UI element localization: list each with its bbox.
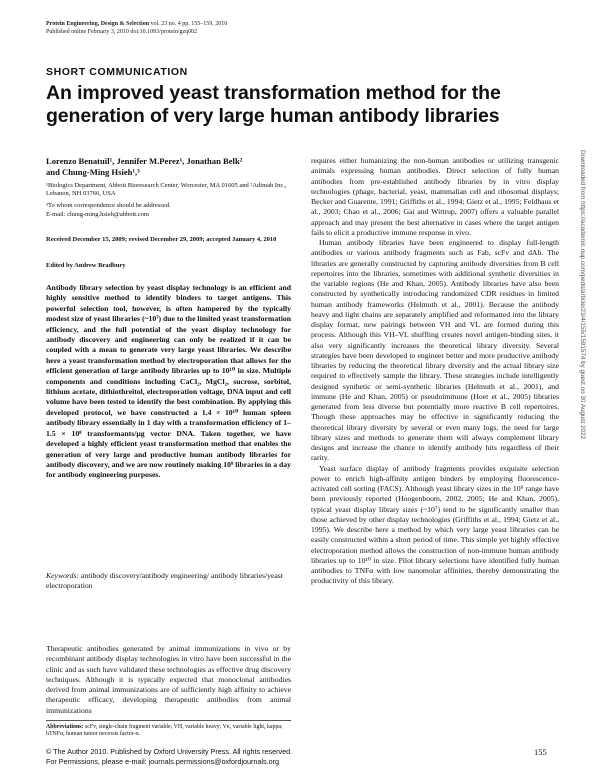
- article-title: An improved yeast transformation method for the generation of very large human antibody libraries: [46, 82, 501, 127]
- affiliation-1: ¹Biologics Department, Abbott Bioresearch Center, Worcester, MA 01605 and ²Adimab Inc., Lebanon, NH 03766, USA: [46, 182, 287, 198]
- right-paragraph-1: requires either humanizing the non-human antibodies or utilizing transgenic animals expressing human antibodies. Direct selection of fully human antibodies from pre-established antibody libraries by in vitro display technologies (phage, bacterial, yeast, mammalian cell and ribosomal displays; Becker and Guarente, 1991; Griffiths et al., 1994; Gietz et al., 1995; Feldhaus et al., 2003; Chao et al., 2006; Gai and Wittrup, 2007) offers a valuable parallel approach and may present the best alternative in cases where the target antigen fails to elicit a productive immune response in vivo.: [311, 156, 559, 237]
- keywords-text: antibody discovery/antibody engineering/ antibody libraries/yeast electroporation: [46, 571, 283, 591]
- journal-header: [46, 20, 446, 36]
- right-paragraph-3: Yeast surface display of antibody fragments provides exquisite selection power to enrich high-affinity antigen binders by employing fluorescence-activated cell sorting (FACS). Although yeast library sizes in the 10⁹ range have been previously reported (Hoogenboom, 2002, 2005; He and Khan, 2005), typical yeast display library sizes (~10⁷) tend to be significantly smaller than those achieved by other display technologies (Griffiths et al., 1994; Gietz et al., 1995). We describe here a method by which very large yeast libraries can be easily constructed within a short period of time. This simple yet highly effective electroporation method allows the construction of non-immune human antibody libraries up to 10¹⁰ in size. Pilot library selections have identified fully human antibodies to TNFα with low nanomolar affinities, thereby demonstrating the productivity of this library.: [311, 463, 559, 586]
- permissions-line: For Permissions, please e-mail: journals.permissions@oxfordjournals.org: [46, 756, 279, 766]
- abbreviations-label: Abbreviations:: [46, 724, 84, 730]
- received-dates: Received December 15, 2009; revised December 29, 2009; accepted January 4, 2010: [46, 236, 277, 243]
- authors-line-2: and Chung-Ming Hsieh¹,³: [46, 167, 140, 177]
- body-right-column: [311, 156, 559, 587]
- abstract: Antibody library selection by yeast display technology is an efficient and highly sensitive method to identify binders to target antigens. This powerful selection tool, however, is often hampered by the typically modest size of yeast libraries (~10⁷) due to the limited yeast transformation efficiency, and the full potential of the yeast display technology for antibody discovery and engineering can only be realized if it can be coupled with a mean to generate very large yeast libraries. We describe here a yeast transformation method by electroporation that allows for the efficient generation of large antibody libraries up to 10¹⁰ in size. Multiple components and conditions including CaCl₂, MgCl₂, sucrose, sorbitol, lithium acetate, dithiothreitol, electroporation voltage, DNA input and cell volume have been tested to identify the best combination. By applying this developed protocol, we have constructed a 1.4 × 10¹⁰ human spleen antibody library essentially in 1 day with a transformation efficiency of 1–1.5 × 10⁸ transformants/μg vector DNA. Taken together, we have developed a highly efficient yeast transformation method that enables the generation of very large and productive human antibody libraries for antibody discovery, and we are now routinely making 10⁹ libraries in a day for antibody engineering purposes.: [46, 283, 291, 480]
- keywords: [46, 571, 291, 591]
- edited-by: Edited by Andrew Bradbury: [46, 262, 126, 269]
- copyright-footer: [46, 747, 446, 766]
- download-watermark: Downloaded from https://academic.oup.com/peds/article/23/4/155/1591574 by guest on 30 August 2022: [579, 150, 586, 440]
- abbreviations: [46, 724, 291, 739]
- right-paragraph-2: Human antibody libraries have been engineered to display full-length antibodies or various antibody fragments such as Fab, scFv and dAb. The libraries are generally constructed by capturing antibody diversities from B cell repertoires into the libraries, sometimes with additional synthetic diversities in the variable regions (He and Khan, 2005). Antibody libraries have also been constructed by synthetically introducing randomized CDR residues in limited human antibody frameworks (Helmuth et al., 2001). Because the antibody heavy and light chains are separately amplified and reformatted into the library display format, new pairings between VH and VL are formed during this process. Although this VH–VL shuffling creates novel antigen-binding sites, it also very significantly increases the theoretical library diversity. Several strategies have been developed to engineer better and more productive antibody libraries by reducing the theoretical library diversity and the actual library size required to effectively sample the library. These strategies include intelligently designed synthetic or semi-synthetic libraries (Helmuth et al., 2001), and immune (He and Khan, 2005) or pseudoimmune (Hoet et al., 2005) libraries generated from less diverse but potentially more reactive B cell repertoires. Though these approaches may be effective in significantly reducing the theoretical library diversity by several or even many logs, the need for large library sizes and methods to generate them will always complement library designs and increase the chance to identify antibody hits regardless of their rarity.: [311, 238, 559, 463]
- published-line: Published online February 3, 2010 doi:10.1093/protein/gzq002: [46, 29, 198, 35]
- page-number: 155: [534, 747, 547, 757]
- author-list: [46, 156, 291, 178]
- section-label: SHORT COMMUNICATION: [46, 66, 188, 78]
- footnote-divider: [46, 720, 291, 721]
- intro-paragraph-left: Therapeutic antibodies generated by animal immunizations in vivo or by recombinant antibody display technologies in vitro have been successful in the clinic and as such have validated these technologies as effective drug discovery techniques. Although it is typically expected that monoclonal antibodies derived from animal immunizations are of sufficiently high affinity to achieve therapeutic efficacy, developing therapeutic antibodies from animal immunizations: [46, 644, 291, 715]
- affiliation-2: ³To whom correspondence should be addressed.: [46, 202, 171, 210]
- email-address[interactable]: E-mail: chung-ming.hsieh@abbott.com: [46, 210, 149, 218]
- affiliations: [46, 182, 291, 219]
- authors-line-1: Lorenzo Benatuil¹, Jennifer M.Perez¹, Jonathan Belk²: [46, 156, 243, 166]
- copyright-line: © The Author 2010. Published by Oxford University Press. All rights reserved.: [46, 747, 293, 756]
- journal-name: Protein Engineering, Design & Selection: [46, 21, 150, 27]
- keywords-label: Keywords:: [46, 571, 80, 580]
- abbreviations-text: scFv, single-chain fragment variable; VH, variable heavy; Vκ, variable light, kappa; hTNFα, human tumor necrosis factor-α.: [46, 724, 283, 738]
- journal-volume: vol. 23 no. 4 pp. 155–159, 2010: [149, 21, 228, 27]
